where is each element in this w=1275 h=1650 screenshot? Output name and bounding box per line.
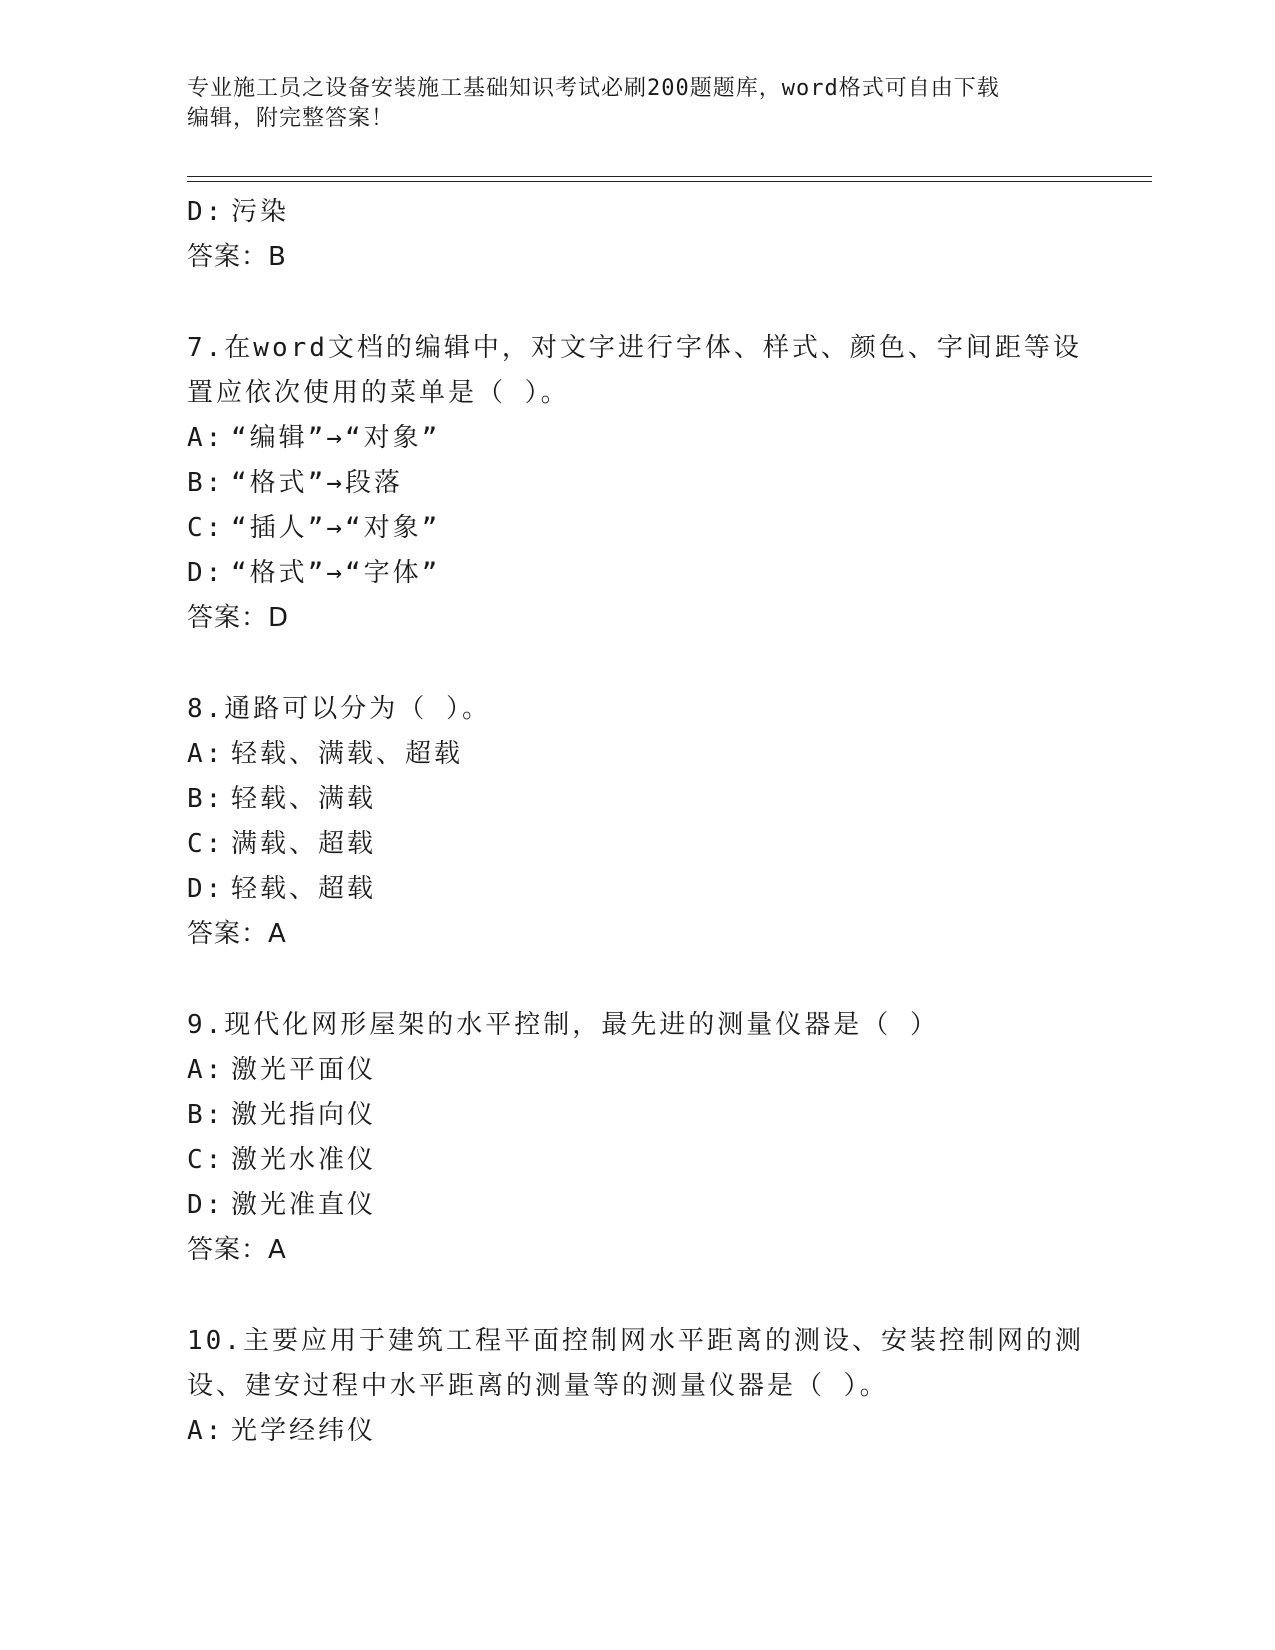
option-letter: A: bbox=[187, 423, 225, 453]
question-text-line-1: 10.主要应用于建筑工程平面控制网水平距离的测设、安装控制网的测 bbox=[187, 1326, 1084, 1356]
answer-line: 答案：A bbox=[187, 919, 287, 949]
question-10 bbox=[187, 1319, 1087, 1454]
option-letter: C: bbox=[187, 1145, 225, 1175]
option-b bbox=[187, 1093, 1087, 1138]
option-b bbox=[187, 461, 1087, 506]
option-text: “插人”→“对象” bbox=[231, 513, 441, 543]
option-c bbox=[187, 506, 1087, 551]
option-a bbox=[187, 416, 1087, 461]
option-d bbox=[187, 1183, 1087, 1228]
option-a bbox=[187, 1409, 1087, 1454]
option-c bbox=[187, 1138, 1087, 1183]
option-letter: A: bbox=[187, 739, 225, 769]
option-text: “格式”→段落 bbox=[231, 468, 403, 498]
question-9 bbox=[187, 1003, 1087, 1273]
option-d bbox=[187, 190, 1087, 235]
option-d bbox=[187, 867, 1087, 912]
option-text: 激光平面仪 bbox=[231, 1055, 377, 1085]
option-letter: B: bbox=[187, 468, 225, 498]
option-text: 激光指向仪 bbox=[231, 1100, 377, 1130]
question-content bbox=[187, 190, 1087, 1454]
option-letter: C: bbox=[187, 829, 225, 859]
question-text-line-1: 8.通路可以分为（ ）。 bbox=[187, 694, 491, 724]
option-letter: B: bbox=[187, 784, 225, 814]
option-text: “格式”→“字体” bbox=[231, 558, 441, 588]
option-letter: A: bbox=[187, 1055, 225, 1085]
option-letter: A: bbox=[187, 1416, 225, 1446]
question-text-line-1: 9.现代化网形屋架的水平控制，最先进的测量仪器是（ ） bbox=[187, 1010, 939, 1040]
option-text: “编辑”→“对象” bbox=[231, 423, 441, 453]
option-text: 轻载、满载 bbox=[231, 784, 377, 814]
option-text: 激光水准仪 bbox=[231, 1145, 377, 1175]
option-text: 轻载、满载、超载 bbox=[231, 739, 464, 769]
option-text: 光学经纬仪 bbox=[231, 1416, 377, 1446]
option-letter: D: bbox=[187, 1190, 225, 1220]
option-text: 满载、超载 bbox=[231, 829, 377, 859]
option-letter: C: bbox=[187, 513, 225, 543]
page-header bbox=[187, 74, 1067, 134]
answer-line: 答案：B bbox=[187, 242, 287, 272]
question-7 bbox=[187, 326, 1087, 641]
option-text: 轻载、超载 bbox=[231, 874, 377, 904]
option-text: 激光准直仪 bbox=[231, 1190, 377, 1220]
option-a bbox=[187, 732, 1087, 777]
answer-line: 答案：A bbox=[187, 1235, 287, 1265]
option-letter: B: bbox=[187, 1100, 225, 1130]
header-title-line-2: 编辑，附完整答案！ bbox=[187, 106, 395, 131]
question-text-line-2: 设、建安过程中水平距离的测量等的测量仪器是（ ）。 bbox=[187, 1371, 889, 1401]
question-8 bbox=[187, 687, 1087, 957]
option-letter: D: bbox=[187, 558, 225, 588]
option-letter: D: bbox=[187, 197, 225, 227]
option-c bbox=[187, 822, 1087, 867]
answer-line: 答案：D bbox=[187, 603, 290, 633]
option-a bbox=[187, 1048, 1087, 1093]
header-divider-bottom bbox=[187, 181, 1152, 182]
option-b bbox=[187, 777, 1087, 822]
header-title-line-1: 专业施工员之设备安装施工基础知识考试必刷200题题库，word格式可自由下载 bbox=[187, 76, 1000, 101]
option-d bbox=[187, 551, 1087, 596]
option-letter: D: bbox=[187, 874, 225, 904]
header-divider-top bbox=[187, 176, 1152, 177]
question-text-line-1: 7.在word文档的编辑中，对文字进行字体、样式、颜色、字间距等设 bbox=[187, 333, 1082, 363]
option-text: 污染 bbox=[231, 197, 290, 227]
question-text-line-2: 置应依次使用的菜单是（ ）。 bbox=[187, 378, 570, 408]
